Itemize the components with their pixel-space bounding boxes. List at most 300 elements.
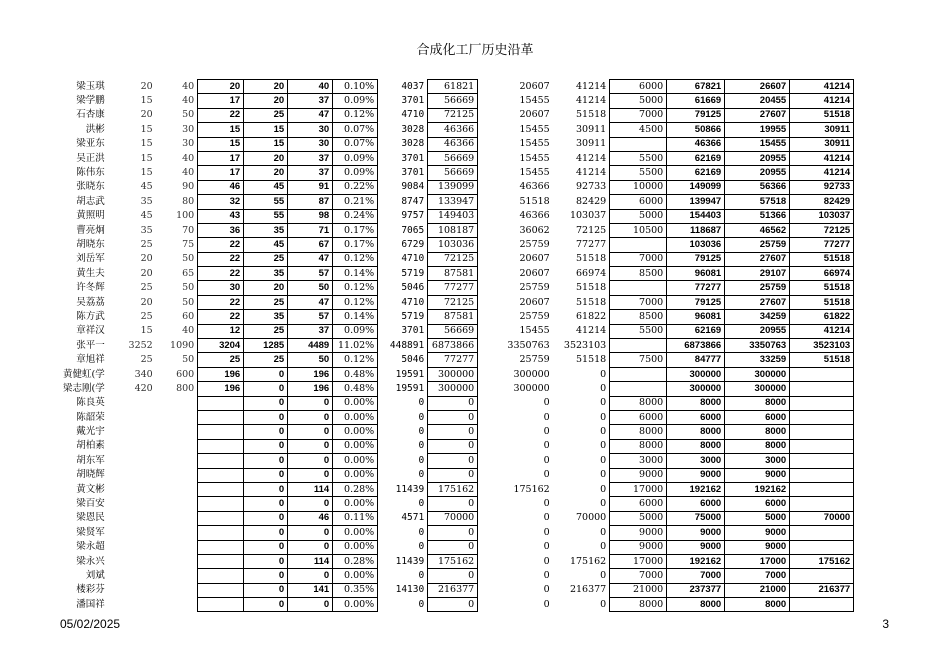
table-row bbox=[60, 598, 854, 612]
table-cell: 19591 bbox=[395, 382, 425, 394]
table-cell: 25 bbox=[244, 324, 288, 338]
table-row bbox=[60, 151, 854, 165]
table-cell: 30 bbox=[288, 137, 333, 151]
table-cell: 0.14% bbox=[333, 310, 378, 324]
page-number: 3 bbox=[882, 617, 889, 631]
table-cell: 0.28% bbox=[333, 554, 378, 568]
table-cell: 3000 bbox=[610, 454, 667, 468]
table-cell: 15 bbox=[198, 137, 244, 151]
table-cell bbox=[198, 511, 244, 525]
row-name-cell: 梁学鹏 bbox=[76, 95, 105, 107]
table-row bbox=[60, 339, 854, 353]
table-cell: 0 bbox=[543, 397, 550, 409]
table-cell: 0 bbox=[418, 526, 425, 538]
table-cell: 9000 bbox=[667, 468, 725, 482]
table-cell: 0 bbox=[418, 498, 425, 510]
table-cell: 55 bbox=[244, 209, 288, 223]
table-cell: 51518 bbox=[575, 109, 607, 121]
table-cell: 103037 bbox=[569, 210, 607, 222]
table-cell: 0 bbox=[244, 540, 288, 554]
table-cell: 103036 bbox=[667, 238, 725, 252]
table-cell: 0 bbox=[543, 440, 550, 452]
table-cell: 0 bbox=[288, 497, 333, 511]
table-cell bbox=[108, 497, 156, 511]
row-name-cell: 曹亮炯 bbox=[76, 224, 105, 236]
table-cell: 22 bbox=[198, 108, 244, 122]
table-cell: 50 bbox=[182, 109, 195, 121]
table-cell: 192162 bbox=[667, 554, 725, 568]
table-cell bbox=[156, 598, 198, 612]
table-cell: 57518 bbox=[725, 195, 790, 209]
table-cell: 20 bbox=[244, 281, 288, 295]
table-cell bbox=[108, 526, 156, 540]
table-cell: 192162 bbox=[725, 482, 790, 496]
table-cell: 108187 bbox=[428, 223, 478, 237]
table-cell: 20 bbox=[244, 94, 288, 108]
table-cell: 175162 bbox=[428, 482, 478, 496]
table-cell: 0.00% bbox=[333, 410, 378, 424]
table-cell: 91 bbox=[288, 180, 333, 194]
table-cell: 50 bbox=[288, 281, 333, 295]
table-cell: 0 bbox=[288, 439, 333, 453]
table-cell: 19591 bbox=[395, 368, 425, 380]
row-name-cell: 章祥汉 bbox=[76, 325, 105, 337]
table-cell: 139947 bbox=[667, 195, 725, 209]
table-cell: 0 bbox=[428, 410, 478, 424]
table-cell: 37 bbox=[288, 94, 333, 108]
table-cell: 196 bbox=[288, 382, 333, 396]
table-row bbox=[60, 410, 854, 424]
table-cell: 300000 bbox=[513, 368, 550, 380]
row-name-cell: 梁永超 bbox=[76, 541, 105, 553]
table-cell: 70000 bbox=[575, 512, 607, 524]
table-row bbox=[60, 382, 854, 396]
table-cell: 0.00% bbox=[333, 540, 378, 554]
table-cell bbox=[198, 526, 244, 540]
table-cell: 22 bbox=[198, 295, 244, 309]
table-cell: 40 bbox=[182, 95, 195, 107]
table-cell: 15 bbox=[140, 95, 153, 107]
table-cell bbox=[108, 439, 156, 453]
table-cell: 15455 bbox=[519, 152, 550, 164]
table-cell bbox=[108, 482, 156, 496]
table-cell: 0 bbox=[244, 454, 288, 468]
table-cell: 8500 bbox=[610, 267, 667, 281]
table-cell: 0 bbox=[244, 396, 288, 410]
table-cell: 0 bbox=[244, 497, 288, 511]
table-cell: 8000 bbox=[667, 396, 725, 410]
table-cell: 9000 bbox=[725, 540, 790, 554]
table-cell: 87581 bbox=[428, 267, 478, 281]
table-cell: 72125 bbox=[428, 252, 478, 266]
table-cell: 0.14% bbox=[333, 267, 378, 281]
table-cell: 4710 bbox=[401, 109, 425, 121]
table-cell bbox=[108, 454, 156, 468]
table-cell: 15 bbox=[140, 123, 153, 135]
table-cell: 56669 bbox=[428, 94, 478, 108]
table-cell: 20 bbox=[244, 151, 288, 165]
table-cell: 300000 bbox=[667, 367, 725, 381]
table-cell: 3204 bbox=[198, 339, 244, 353]
table-cell: 237377 bbox=[667, 583, 725, 597]
table-cell: 0.00% bbox=[333, 497, 378, 511]
row-name-cell: 潘国祥 bbox=[76, 598, 105, 610]
table-cell: 8000 bbox=[667, 425, 725, 439]
table-cell: 800 bbox=[176, 382, 195, 394]
table-body bbox=[60, 80, 854, 612]
table-cell: 25759 bbox=[519, 282, 550, 294]
table-cell: 9084 bbox=[401, 181, 425, 193]
table-cell: 51366 bbox=[725, 209, 790, 223]
table-cell: 35 bbox=[244, 223, 288, 237]
table-cell: 300000 bbox=[428, 382, 478, 396]
table-cell: 20955 bbox=[725, 324, 790, 338]
table-cell: 114 bbox=[288, 554, 333, 568]
table-cell: 9000 bbox=[667, 540, 725, 554]
table-cell: 0 bbox=[418, 541, 425, 553]
table-cell: 0 bbox=[600, 397, 607, 409]
table-cell: 34259 bbox=[725, 310, 790, 324]
table-cell: 0 bbox=[428, 526, 478, 540]
table-cell: 67 bbox=[288, 238, 333, 252]
table-cell: 3350763 bbox=[507, 339, 550, 351]
table-cell: 196 bbox=[198, 382, 244, 396]
table-cell: 25759 bbox=[519, 310, 550, 322]
table-cell: 27607 bbox=[725, 108, 790, 122]
table-cell bbox=[198, 569, 244, 583]
table-cell: 12 bbox=[198, 324, 244, 338]
table-cell: 0 bbox=[288, 425, 333, 439]
table-cell bbox=[108, 468, 156, 482]
table-cell: 6000 bbox=[667, 497, 725, 511]
table-row bbox=[60, 396, 854, 410]
table-cell bbox=[156, 497, 198, 511]
table-cell bbox=[790, 569, 854, 583]
table-cell bbox=[156, 554, 198, 568]
table-cell: 46366 bbox=[428, 137, 478, 151]
table-cell: 46366 bbox=[519, 210, 550, 222]
table-cell: 0.11% bbox=[333, 511, 378, 525]
table-cell: 15 bbox=[244, 123, 288, 137]
table-cell: 46366 bbox=[428, 123, 478, 137]
table-cell bbox=[156, 468, 198, 482]
table-cell: 5000 bbox=[610, 511, 667, 525]
table-cell: 51518 bbox=[790, 295, 854, 309]
table-cell bbox=[198, 540, 244, 554]
table-cell: 6873866 bbox=[428, 339, 478, 353]
table-cell: 77277 bbox=[428, 353, 478, 367]
table-cell: 420 bbox=[134, 382, 153, 394]
table-cell: 56669 bbox=[428, 151, 478, 165]
table-cell: 22 bbox=[198, 267, 244, 281]
table-cell: 72125 bbox=[790, 223, 854, 237]
table-cell: 9000 bbox=[725, 526, 790, 540]
table-cell: 8000 bbox=[610, 439, 667, 453]
table-cell: 20607 bbox=[519, 109, 550, 121]
table-cell: 196 bbox=[198, 367, 244, 381]
table-cell: 6000 bbox=[610, 80, 667, 94]
table-cell: 30 bbox=[198, 281, 244, 295]
table-cell: 3028 bbox=[401, 123, 425, 135]
table-cell: 51518 bbox=[575, 296, 607, 308]
table-cell bbox=[108, 410, 156, 424]
table-cell: 0 bbox=[244, 482, 288, 496]
table-cell: 0 bbox=[543, 569, 550, 581]
table-cell: 37 bbox=[288, 324, 333, 338]
table-cell: 154403 bbox=[667, 209, 725, 223]
table-cell: 0.09% bbox=[333, 324, 378, 338]
table-cell: 20455 bbox=[725, 94, 790, 108]
table-cell: 0.12% bbox=[333, 281, 378, 295]
table-cell: 61669 bbox=[667, 94, 725, 108]
table-cell: 25 bbox=[140, 238, 153, 250]
table-cell: 15 bbox=[140, 167, 153, 179]
table-cell: 35 bbox=[244, 267, 288, 281]
table-cell bbox=[198, 468, 244, 482]
table-cell: 0 bbox=[418, 569, 425, 581]
table-cell: 216377 bbox=[428, 583, 478, 597]
table-cell: 75 bbox=[182, 238, 195, 250]
table-cell: 41214 bbox=[790, 166, 854, 180]
table-cell: 77277 bbox=[575, 238, 607, 250]
table-cell: 196 bbox=[288, 367, 333, 381]
table-cell: 0 bbox=[244, 425, 288, 439]
table-row bbox=[60, 80, 854, 94]
row-name-cell: 梁贤军 bbox=[76, 526, 105, 538]
table-cell: 15455 bbox=[519, 167, 550, 179]
table-cell: 65 bbox=[182, 267, 195, 279]
table-row bbox=[60, 137, 854, 151]
table-cell: 0 bbox=[428, 468, 478, 482]
table-cell: 40 bbox=[182, 152, 195, 164]
row-name-cell: 刘岳军 bbox=[76, 253, 105, 265]
table-cell: 0 bbox=[418, 426, 425, 438]
table-cell: 61822 bbox=[790, 310, 854, 324]
table-cell bbox=[156, 569, 198, 583]
table-cell bbox=[156, 482, 198, 496]
table-cell: 15455 bbox=[519, 325, 550, 337]
table-cell bbox=[790, 396, 854, 410]
table-cell: 17 bbox=[198, 94, 244, 108]
table-cell: 11439 bbox=[395, 483, 425, 495]
row-name-cell: 胡柏素 bbox=[76, 440, 105, 452]
row-name-cell: 陈伟东 bbox=[76, 167, 105, 179]
row-name-cell: 章旭祥 bbox=[76, 354, 105, 366]
table-cell: 5500 bbox=[610, 166, 667, 180]
table-cell: 0 bbox=[600, 426, 607, 438]
table-cell: 0.12% bbox=[333, 252, 378, 266]
table-cell bbox=[790, 367, 854, 381]
table-cell: 36062 bbox=[519, 224, 550, 236]
table-cell: 15455 bbox=[519, 138, 550, 150]
table-cell: 0 bbox=[600, 382, 607, 394]
row-name-cell: 许冬辉 bbox=[76, 282, 105, 294]
table-row bbox=[60, 511, 854, 525]
table-cell: 19955 bbox=[725, 123, 790, 137]
table-cell: 32 bbox=[198, 195, 244, 209]
table-cell: 3028 bbox=[401, 138, 425, 150]
table-cell: 5046 bbox=[401, 282, 425, 294]
row-name-cell: 陈良英 bbox=[76, 397, 105, 409]
table-cell: 66974 bbox=[575, 267, 607, 279]
table-cell: 25 bbox=[244, 353, 288, 367]
table-cell bbox=[610, 382, 667, 396]
table-cell: 41214 bbox=[575, 325, 607, 337]
table-cell: 92733 bbox=[790, 180, 854, 194]
table-cell: 8000 bbox=[725, 439, 790, 453]
table-cell: 0 bbox=[428, 454, 478, 468]
table-cell: 15455 bbox=[519, 123, 550, 135]
table-cell: 0.12% bbox=[333, 295, 378, 309]
table-cell: 61822 bbox=[575, 310, 607, 322]
table-cell bbox=[156, 540, 198, 554]
row-name-cell: 梁恩民 bbox=[76, 512, 105, 524]
table-cell: 0 bbox=[418, 440, 425, 452]
table-cell: 5046 bbox=[401, 354, 425, 366]
table-cell: 25759 bbox=[725, 238, 790, 252]
table-cell bbox=[610, 137, 667, 151]
table-cell: 4571 bbox=[401, 512, 425, 524]
table-cell: 7065 bbox=[401, 224, 425, 236]
table-cell: 0.12% bbox=[333, 353, 378, 367]
table-cell: 41214 bbox=[575, 95, 607, 107]
table-cell: 100 bbox=[176, 210, 195, 222]
table-row bbox=[60, 267, 854, 281]
row-name-cell: 梁亚东 bbox=[76, 138, 105, 150]
table-cell: 72125 bbox=[428, 295, 478, 309]
table-cell: 6000 bbox=[610, 195, 667, 209]
table-cell bbox=[156, 410, 198, 424]
table-cell: 0 bbox=[600, 440, 607, 452]
table-cell: 6000 bbox=[667, 410, 725, 424]
table-cell: 41214 bbox=[790, 151, 854, 165]
table-cell bbox=[108, 569, 156, 583]
table-cell bbox=[198, 554, 244, 568]
table-cell: 6000 bbox=[725, 497, 790, 511]
table-cell: 0 bbox=[600, 569, 607, 581]
table-cell: 50 bbox=[182, 296, 195, 308]
table-cell: 3000 bbox=[725, 454, 790, 468]
table-cell: 30 bbox=[288, 123, 333, 137]
table-cell: 0 bbox=[543, 469, 550, 481]
table-cell: 51518 bbox=[790, 281, 854, 295]
table-cell: 30911 bbox=[575, 138, 607, 150]
table-cell: 3701 bbox=[401, 95, 425, 107]
table-cell: 46 bbox=[198, 180, 244, 194]
table-row bbox=[60, 324, 854, 338]
table-cell: 35 bbox=[244, 310, 288, 324]
table-cell: 20607 bbox=[519, 267, 550, 279]
table-cell: 27607 bbox=[725, 252, 790, 266]
table-cell: 45 bbox=[244, 180, 288, 194]
table-cell: 5000 bbox=[725, 511, 790, 525]
table-cell bbox=[790, 598, 854, 612]
table-cell bbox=[198, 454, 244, 468]
table-cell: 0 bbox=[543, 498, 550, 510]
row-name-cell: 陈韶荣 bbox=[76, 411, 105, 423]
row-name-cell: 张晓东 bbox=[76, 181, 105, 193]
table-cell bbox=[198, 583, 244, 597]
table-cell bbox=[198, 396, 244, 410]
table-cell: 0.00% bbox=[333, 439, 378, 453]
table-cell: 61821 bbox=[428, 80, 478, 94]
table-cell: 82429 bbox=[790, 195, 854, 209]
table-cell: 4710 bbox=[401, 253, 425, 265]
table-cell bbox=[610, 339, 667, 353]
table-cell bbox=[198, 598, 244, 612]
table-cell: 90 bbox=[182, 181, 195, 193]
table-cell: 36 bbox=[198, 223, 244, 237]
table-cell: 8747 bbox=[401, 195, 425, 207]
table-cell: 25 bbox=[244, 252, 288, 266]
table-cell: 56366 bbox=[725, 180, 790, 194]
table-cell: 7000 bbox=[610, 252, 667, 266]
table-cell bbox=[198, 425, 244, 439]
history-table bbox=[60, 79, 854, 612]
table-row bbox=[60, 166, 854, 180]
table-cell: 8000 bbox=[610, 425, 667, 439]
table-cell bbox=[790, 454, 854, 468]
table-cell: 0 bbox=[244, 382, 288, 396]
table-cell: 21000 bbox=[725, 583, 790, 597]
table-cell bbox=[790, 468, 854, 482]
table-cell: 50866 bbox=[667, 123, 725, 137]
table-cell: 0 bbox=[288, 396, 333, 410]
table-cell: 300000 bbox=[725, 382, 790, 396]
table-cell: 79125 bbox=[667, 252, 725, 266]
table-cell: 0.48% bbox=[333, 382, 378, 396]
table-cell: 25 bbox=[140, 354, 153, 366]
table-row bbox=[60, 223, 854, 237]
table-cell: 22 bbox=[198, 252, 244, 266]
table-cell: 87 bbox=[288, 195, 333, 209]
table-cell: 20955 bbox=[725, 166, 790, 180]
table-cell: 60 bbox=[182, 310, 195, 322]
table-cell: 0 bbox=[244, 554, 288, 568]
table-cell: 3523103 bbox=[790, 339, 854, 353]
table-row bbox=[60, 367, 854, 381]
table-cell: 47 bbox=[288, 252, 333, 266]
table-cell: 0.48% bbox=[333, 367, 378, 381]
table-cell: 0 bbox=[543, 584, 550, 596]
table-row bbox=[60, 180, 854, 194]
table-cell: 5000 bbox=[610, 94, 667, 108]
table-cell: 0 bbox=[244, 569, 288, 583]
table-cell: 0 bbox=[244, 468, 288, 482]
table-cell: 45 bbox=[140, 210, 153, 222]
table-cell: 45 bbox=[140, 181, 153, 193]
table-cell: 5719 bbox=[401, 310, 425, 322]
table-cell bbox=[108, 396, 156, 410]
table-cell: 20955 bbox=[725, 151, 790, 165]
table-cell: 21000 bbox=[610, 583, 667, 597]
table-cell: 0 bbox=[244, 511, 288, 525]
table-cell: 0.00% bbox=[333, 396, 378, 410]
table-cell: 0 bbox=[418, 598, 425, 610]
table-cell: 7000 bbox=[610, 295, 667, 309]
table-cell: 0 bbox=[244, 367, 288, 381]
table-cell: 20 bbox=[140, 267, 153, 279]
row-name-cell: 胡东军 bbox=[76, 454, 105, 466]
table-cell: 8000 bbox=[667, 439, 725, 453]
table-cell: 41214 bbox=[575, 80, 607, 92]
table-cell: 25 bbox=[244, 295, 288, 309]
table-cell: 8000 bbox=[725, 396, 790, 410]
table-cell: 103036 bbox=[428, 238, 478, 252]
table-cell: 216377 bbox=[790, 583, 854, 597]
table-row bbox=[60, 454, 854, 468]
table-row bbox=[60, 310, 854, 324]
